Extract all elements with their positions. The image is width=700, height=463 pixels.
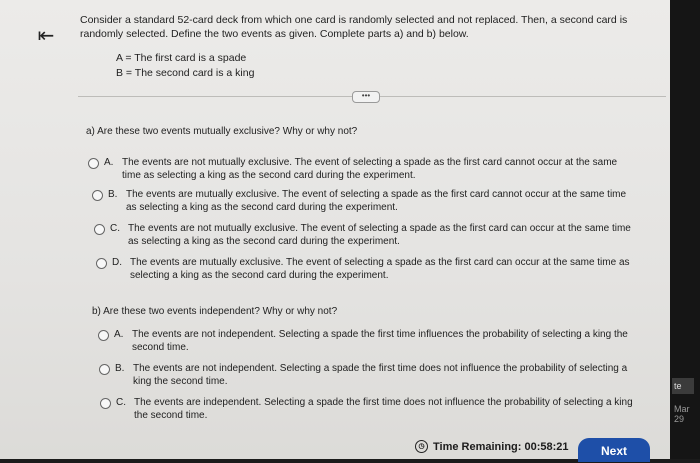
side-strip (670, 0, 700, 459)
radio-button[interactable] (98, 330, 109, 341)
side-date-fragment: Mar 29 (674, 404, 690, 424)
option-letter: A. (114, 329, 124, 340)
event-b-definition: B = The second card is a king (116, 67, 255, 79)
bottom-bar (0, 432, 670, 459)
part-b-question: b) Are these two events independent? Why or why not? (92, 306, 338, 317)
problem-prompt: Consider a standard 52-card deck from which one card is randomly selected and not replaced. Then, a second card is randomly selected. Define the two events as given. Complete parts a) and b) below. (80, 14, 628, 40)
back-arrow-icon[interactable]: ⇤ (37, 24, 55, 47)
timer-label: Time Remaining: 00:58:21 (433, 440, 569, 453)
option-text: The events are independent. Selecting a spade the first time does not influence the probability of selecting a king the second time. (134, 397, 633, 421)
radio-button[interactable] (94, 224, 105, 235)
option-letter: A. (104, 157, 114, 168)
option-letter: C. (116, 397, 126, 408)
radio-button[interactable] (99, 364, 110, 375)
option-text: The events are not independent. Selecting a spade the first time does not influence the probability of selecting a king the second time. (133, 363, 628, 387)
option-text: The events are not mutually exclusive. The event of selecting a spade as the first card can occur at the same time as selecting a king as the second card during the experiment. (128, 223, 631, 247)
option-text: The events are mutually exclusive. The event of selecting a spade as the first card cannot occur at the same time as selecting a king as the second card during the experiment. (126, 189, 627, 213)
option-text: The events are mutually exclusive. The event of selecting a spade as the first card can occur at the same time as selecting a king as the second card during the experiment. (130, 257, 630, 281)
part-a-question: a) Are these two events mutually exclusive? Why or why not? (86, 126, 358, 137)
event-a-definition: A = The first card is a spade (116, 52, 247, 64)
radio-button[interactable] (88, 158, 99, 169)
radio-button[interactable] (92, 190, 103, 201)
option-letter: B. (108, 189, 118, 200)
radio-button[interactable] (96, 258, 107, 269)
event-definitions (116, 51, 254, 81)
radio-button[interactable] (100, 398, 111, 409)
time-remaining (415, 440, 569, 453)
clock-icon: ◷ (415, 440, 428, 453)
option-text: The events are not mutually exclusive. The event of selecting a spade as the first card cannot occur at the same time as selecting a king as the second card during the experiment. (122, 157, 618, 181)
option-letter: C. (110, 223, 120, 234)
side-fragment: te (672, 378, 694, 394)
option-letter: D. (112, 257, 122, 268)
expand-more-button[interactable]: ••• (352, 91, 380, 103)
option-letter: B. (115, 363, 125, 374)
next-button[interactable]: Next (578, 438, 650, 462)
option-text: The events are not independent. Selecting a spade the first time influences the probability of selecting a king the second time. (132, 329, 628, 353)
